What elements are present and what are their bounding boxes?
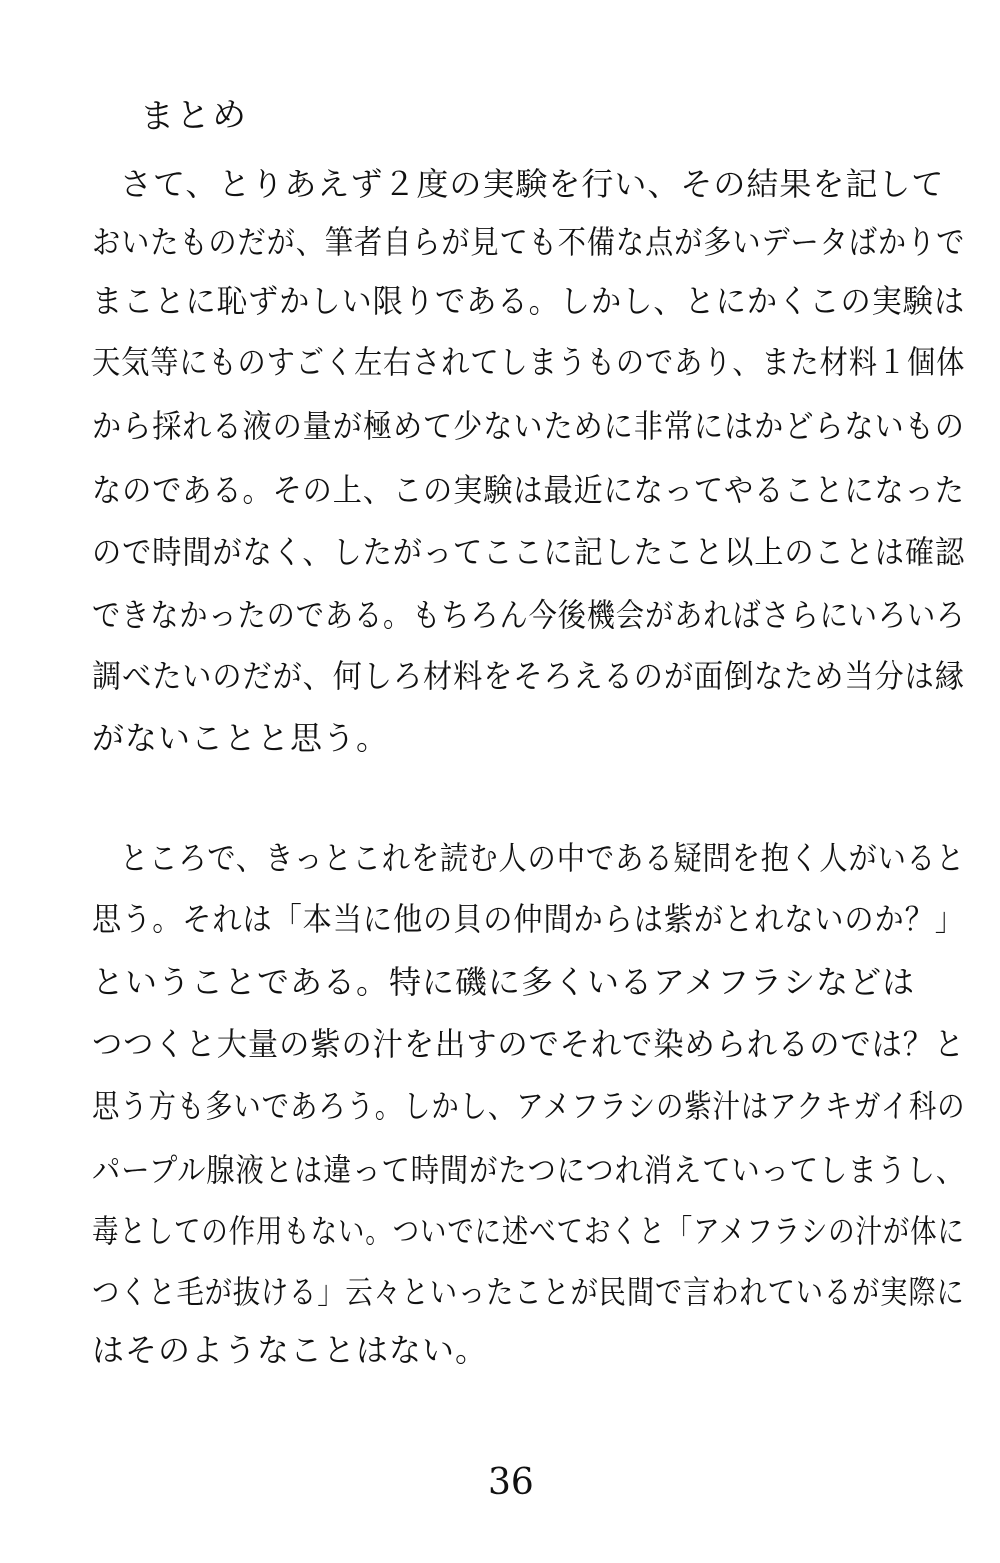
text-line: できなかったのである。もちろん今後機会があればさらにいろいろ xyxy=(92,596,966,634)
text-line: さて、とりあえず２度の実験を行い、その結果を記して xyxy=(120,165,945,203)
text-line: はそのようなことはない。 xyxy=(92,1331,489,1369)
text-line: 毒としての作用もない。ついでに述べておくと「アメフラシの汁が体に xyxy=(92,1212,965,1250)
text-line: なのである。その上、この実験は最近になってやることになった xyxy=(92,471,965,509)
text-line: ので時間がなく、したがってここに記したこと以上のことは確認 xyxy=(92,533,966,571)
text-line: ところで、きっとこれを読む人の中である疑問を抱く人がいると xyxy=(120,839,966,877)
text-line: パープル腺液とは違って時間がたつにつれ消えていってしまうし、 xyxy=(92,1151,966,1189)
section-heading: まとめ xyxy=(139,95,249,137)
text-line: 思う方も多いであろう。しかし、アメフラシの紫汁はアクキガイ科の xyxy=(92,1087,966,1125)
text-line: がないことと思う。 xyxy=(92,719,390,757)
text-line: 調べたいのだが、何しろ材料をそろえるのが面倒なため当分は縁 xyxy=(92,657,965,695)
text-line: つくと毛が抜ける」云々といったことが民間で言われているが実際に xyxy=(92,1273,965,1311)
page-number: 36 xyxy=(488,1462,534,1503)
text-line: から採れる液の量が極めて少ないために非常にはかどらないもの xyxy=(92,407,965,445)
text-line: つつくと大量の紫の汁を出すのでそれで染められるのでは？と xyxy=(92,1025,966,1063)
text-line: おいたものだが、筆者自らが見ても不備な点が多いデータばかりで xyxy=(92,223,966,261)
text-line: ということである。特に磯に多くいるアメフラシなどは xyxy=(92,963,916,1001)
text-line: 思う。それは「本当に他の貝の仲間からは紫がとれないのか？」 xyxy=(92,900,965,938)
text-line: まことに恥ずかしい限りである。しかし、とにかくこの実験は xyxy=(92,282,966,320)
text-line: 天気等にものすごく左右されてしまうものであり、また材料１個体 xyxy=(92,343,966,381)
